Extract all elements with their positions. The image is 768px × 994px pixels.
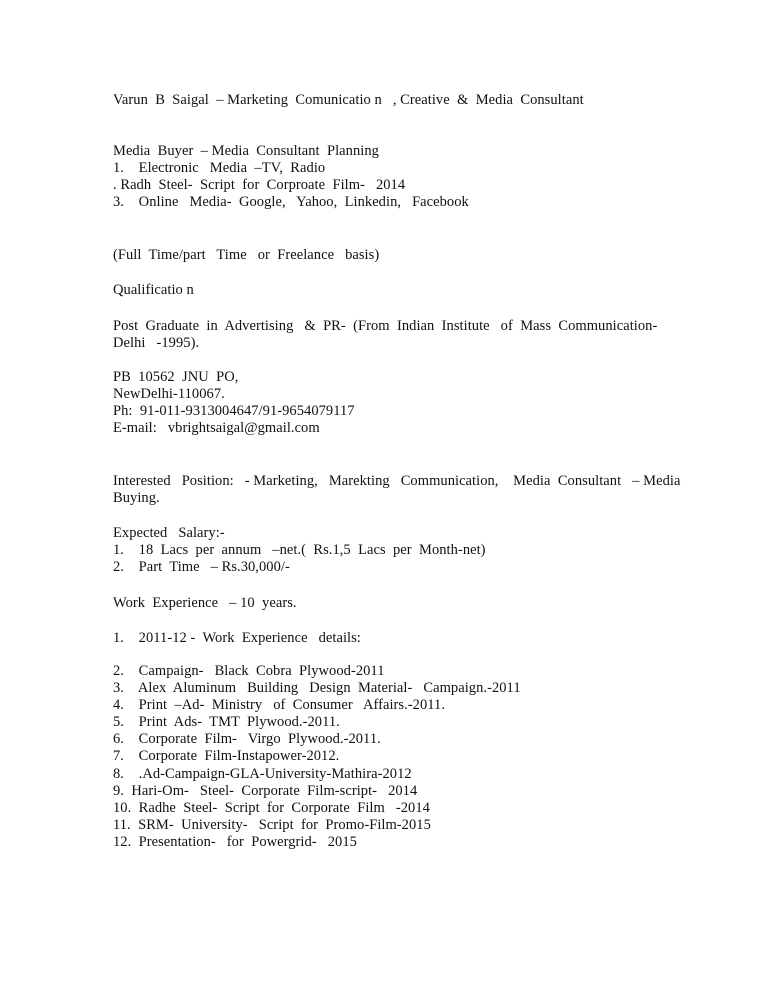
contact-email: E-mail: vbrightsaigal@gmail.com (113, 420, 320, 436)
document-heading: Varun B Saigal – Marketing Comunicatio n , Creative & Media Consultant (113, 92, 584, 108)
experience-item: 11. SRM- University- Script for Promo-Film-2015 (113, 817, 431, 833)
experience-item: 2. Campaign- Black Cobra Plywood-2011 (113, 663, 385, 679)
experience-item: 9. Hari-Om- Steel- Corporate Film-script- 2014 (113, 783, 418, 799)
experience-heading: Work Experience – 10 years. (113, 595, 297, 611)
interested-position: Interested Position: - Marketing, Marekting Communication, Media Consultant – Media (113, 473, 681, 489)
salary-item: 1. 18 Lacs per annum –net.( Rs.1,5 Lacs per Month-net) (113, 542, 486, 558)
work-basis: (Full Time/part Time or Freelance basis) (113, 247, 380, 263)
experience-item: 10. Radhe Steel- Script for Corporate Film -2014 (113, 800, 430, 816)
qualification-heading: Qualificatio n (113, 282, 194, 298)
experience-item: 7. Corporate Film-Instapower-2012. (113, 748, 340, 764)
experience-item: 6. Corporate Film- Virgo Plywood.-2011. (113, 731, 381, 747)
role-item: . Radh Steel- Script for Corproate Film- 2014 (113, 177, 406, 193)
experience-item: 12. Presentation- for Powergrid- 2015 (113, 834, 357, 850)
interested-position: Buying. (113, 490, 160, 506)
salary-item: 2. Part Time – Rs.30,000/- (113, 559, 290, 575)
salary-heading: Expected Salary:- (113, 525, 225, 541)
experience-item: 5. Print Ads- TMT Plywood.-2011. (113, 714, 340, 730)
qualification-line: Delhi -1995). (113, 335, 200, 351)
qualification-line: Post Graduate in Advertising & PR- (From Indian Institute of Mass Communication- (113, 318, 658, 334)
experience-item: 3. Alex Aluminum Building Design Material- Campaign.-2011 (113, 680, 521, 696)
contact-address: NewDelhi-110067. (113, 386, 225, 402)
role-item: 3. Online Media- Google, Yahoo, Linkedin, Facebook (113, 194, 469, 210)
experience-item: 4. Print –Ad- Ministry of Consumer Affairs.-2011. (113, 697, 446, 713)
role-item: 1. Electronic Media –TV, Radio (113, 160, 326, 176)
role-title: Media Buyer – Media Consultant Planning (113, 143, 379, 159)
contact-address: PB 10562 JNU PO, (113, 369, 239, 385)
experience-item: 8. .Ad-Campaign-GLA-University-Mathira-2012 (113, 766, 412, 782)
contact-phone: Ph: 91-011-9313004647/91-9654079117 (113, 403, 355, 419)
experience-intro: 1. 2011-12 - Work Experience details: (113, 630, 361, 646)
